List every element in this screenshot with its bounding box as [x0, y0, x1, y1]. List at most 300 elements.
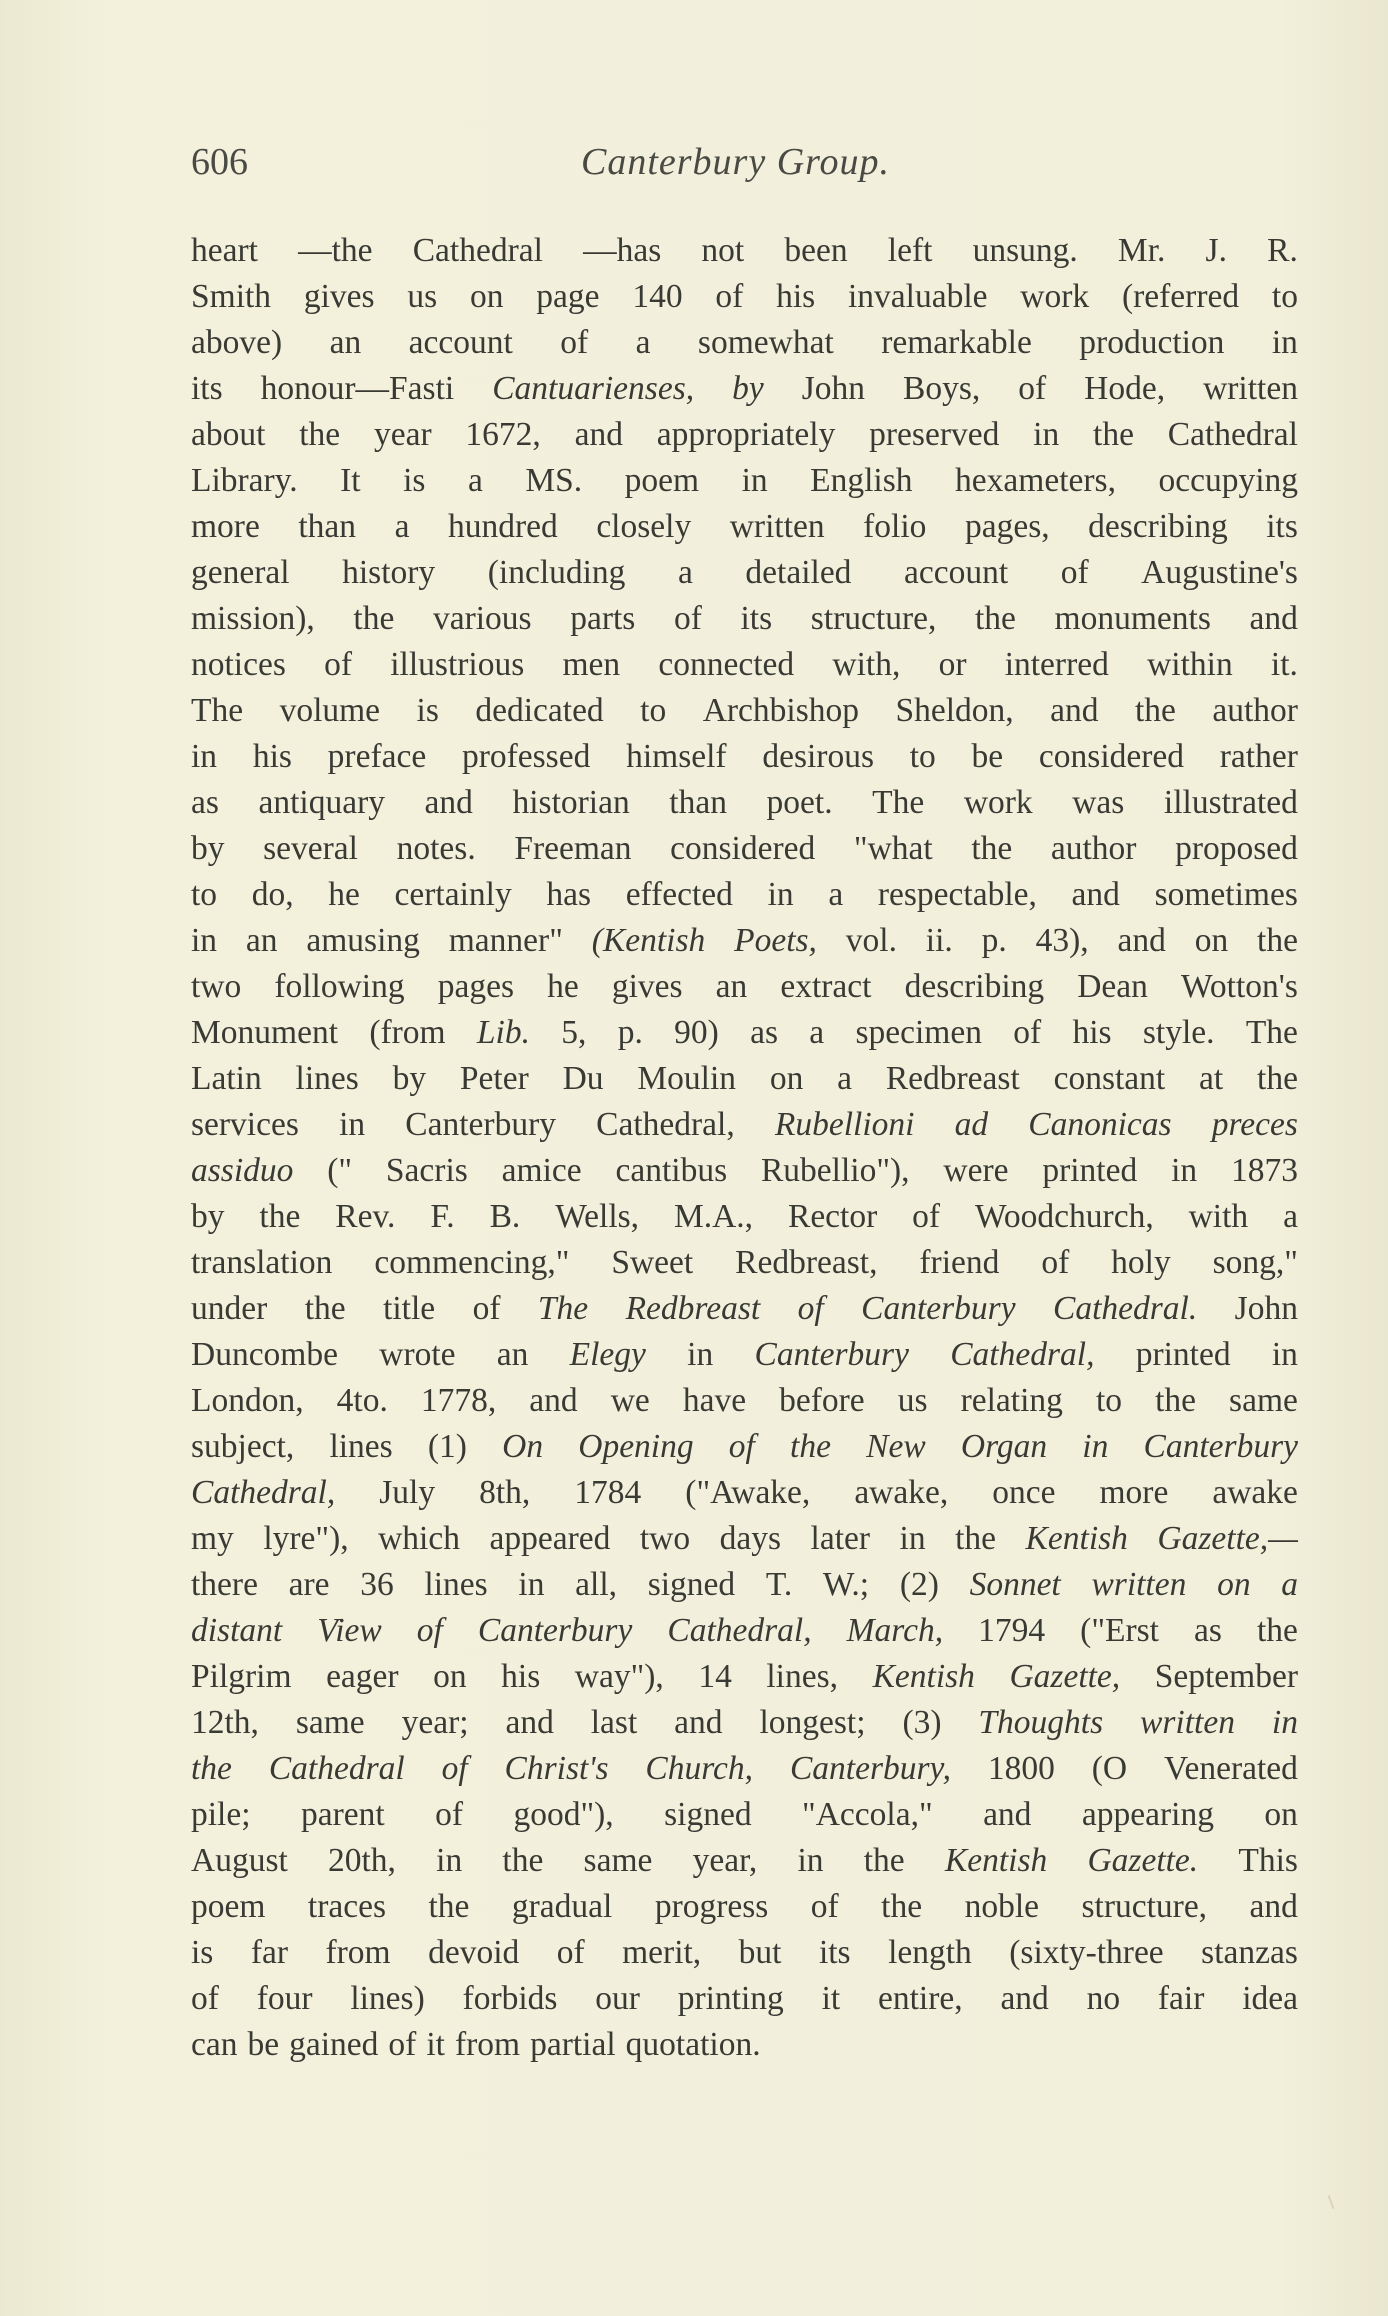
word: have: [682, 1382, 747, 1419]
word: of: [324, 646, 353, 683]
word: (including: [487, 554, 626, 591]
word: Cathedral,: [191, 1474, 336, 1511]
word: year;: [401, 1704, 469, 1741]
word: in: [1271, 1704, 1298, 1741]
word: title: [383, 1290, 436, 1327]
text-line: [191, 550, 1298, 596]
word: Elegy: [569, 1336, 646, 1373]
word: Woodchurch,: [974, 1198, 1154, 1235]
word: my: [191, 1520, 234, 1557]
word: on: [469, 278, 504, 315]
word: poem: [624, 462, 700, 499]
word: men: [562, 646, 621, 683]
word: of: [441, 1750, 468, 1787]
word: T.: [765, 1566, 793, 1603]
text-line: [191, 1332, 1298, 1378]
word: of: [191, 1980, 219, 2017]
word: lines: [295, 1060, 359, 1097]
word: (from: [369, 1014, 446, 1051]
running-head: Canterbury Group.: [581, 141, 891, 183]
text-line: [191, 872, 1298, 918]
word: preces: [1211, 1106, 1298, 1143]
text-line: [191, 1792, 1298, 1838]
word: Organ: [960, 1428, 1048, 1465]
word: and: [574, 416, 623, 453]
word: the: [1256, 1612, 1298, 1649]
text-line: [191, 596, 1298, 642]
word: ad: [954, 1106, 989, 1143]
word: left: [887, 232, 933, 269]
word: Kentish: [872, 1658, 975, 1695]
word: its: [191, 370, 223, 407]
word: written: [1203, 370, 1298, 407]
word: 8th,: [479, 1474, 531, 1511]
text-line: [191, 412, 1298, 458]
word: with: [1188, 1198, 1249, 1235]
word: to: [1271, 278, 1298, 315]
word: a: [809, 1014, 825, 1051]
word: several: [263, 830, 358, 867]
word: R.: [1267, 232, 1298, 269]
word: with,: [832, 646, 901, 683]
word: commencing,": [374, 1244, 570, 1281]
word: lines: [424, 1566, 488, 1603]
word: the: [191, 1750, 232, 1787]
word: (2): [899, 1566, 939, 1603]
word: Cathedral: [412, 232, 543, 269]
word: signed: [647, 1566, 736, 1603]
word: extract: [780, 968, 872, 1005]
text-line: [191, 2022, 1298, 2068]
word: wrote: [379, 1336, 456, 1373]
word: merit,: [622, 1934, 702, 1971]
word: printing: [677, 1980, 784, 2017]
word: amusing: [306, 922, 420, 959]
word: On: [502, 1428, 544, 1465]
text-line: [191, 1930, 1298, 1976]
word: more: [1099, 1474, 1169, 1511]
word: two: [191, 968, 242, 1005]
word: B.: [489, 1198, 521, 1235]
word: himself: [626, 738, 727, 775]
word: Thoughts: [978, 1704, 1104, 1741]
word: of: [1041, 1244, 1070, 1281]
word: his: [1072, 1014, 1112, 1051]
text-line: [191, 964, 1298, 1010]
word: in: [518, 1566, 545, 1603]
word: of: [435, 1796, 464, 1833]
word: Sheldon,: [895, 692, 1014, 729]
word: a: [394, 508, 410, 545]
word: dedicated: [475, 692, 604, 729]
word: amice: [501, 1152, 582, 1189]
word: translation: [191, 1244, 333, 1281]
word: not: [701, 232, 745, 269]
word: 14: [698, 1658, 732, 1695]
word: which: [378, 1520, 460, 1557]
word: historian: [512, 784, 630, 821]
word: Monument: [191, 1014, 339, 1051]
word: way"),: [574, 1658, 664, 1695]
word: page: [536, 278, 600, 315]
text-line: [191, 642, 1298, 688]
word: written: [1091, 1566, 1187, 1603]
word: the: [304, 1290, 346, 1327]
word: of: [388, 2026, 417, 2063]
word: in: [1271, 324, 1298, 361]
word: p.: [981, 922, 1007, 959]
word: us: [407, 278, 438, 315]
word: and: [1000, 1980, 1049, 2017]
word: general: [191, 554, 290, 591]
word: on: [433, 1658, 467, 1695]
word: is: [191, 1934, 214, 1971]
word: and: [1071, 876, 1120, 913]
word: 1873: [1230, 1152, 1298, 1189]
word: poet.: [766, 784, 833, 821]
word: August: [191, 1842, 288, 1879]
word: be: [971, 738, 1004, 775]
word: an: [329, 324, 362, 361]
word: by: [191, 830, 225, 867]
text-line: [191, 504, 1298, 550]
text-line: [191, 1470, 1298, 1516]
word: the: [1134, 692, 1176, 729]
word: (3): [902, 1704, 942, 1741]
word: in: [899, 1520, 926, 1557]
word: in: [1171, 1152, 1198, 1189]
word: last: [590, 1704, 638, 1741]
word: The: [191, 692, 244, 729]
word: of: [912, 1198, 941, 1235]
word: production: [1079, 324, 1225, 361]
text-line: [191, 1286, 1298, 1332]
word: was: [1072, 784, 1125, 821]
text-line: [191, 366, 1298, 412]
word: a: [467, 462, 483, 499]
word: desirous: [762, 738, 874, 775]
word: the: [1093, 416, 1134, 453]
word: Rubellio"),: [760, 1152, 910, 1189]
word: song,": [1212, 1244, 1298, 1281]
word: Canterbury: [405, 1106, 556, 1143]
word: subject,: [191, 1428, 295, 1465]
word: work: [963, 784, 1033, 821]
word: us: [897, 1382, 928, 1419]
word: quotation.: [625, 2026, 761, 2063]
word: folio: [863, 508, 927, 545]
word: occupying: [1158, 462, 1298, 499]
paper-speck: [1328, 2195, 1335, 2209]
word: longest;: [759, 1704, 866, 1741]
word: respectable,: [877, 876, 1037, 913]
word: a: [1283, 1198, 1298, 1235]
word: 1778,: [420, 1382, 497, 1419]
word: Freeman: [514, 830, 632, 867]
word: appropriately: [656, 416, 836, 453]
word: all,: [575, 1566, 617, 1603]
word: of: [560, 324, 589, 361]
word: or: [938, 646, 967, 683]
word: and: [1249, 600, 1298, 637]
word: its: [818, 1934, 851, 1971]
word: (1): [427, 1428, 467, 1465]
text-line: [191, 320, 1298, 366]
word: of: [1018, 370, 1047, 407]
word: closely: [596, 508, 692, 545]
word: the: [881, 1888, 923, 1925]
word: assiduo: [191, 1152, 294, 1189]
word: proposed: [1175, 830, 1298, 867]
word: a: [635, 324, 651, 361]
word: This: [1238, 1842, 1298, 1879]
word: describing: [1088, 508, 1228, 545]
word: pages: [437, 968, 514, 1005]
word: Cathedral.: [1052, 1290, 1198, 1327]
word: Wotton's: [1181, 968, 1298, 1005]
word: in: [797, 1842, 824, 1879]
word: author: [1050, 830, 1137, 867]
word: Redbreast: [625, 1290, 761, 1327]
word: F.: [430, 1198, 455, 1235]
word: partial: [530, 2026, 616, 2063]
text-line: [191, 734, 1298, 780]
word: p.: [617, 1014, 643, 1051]
word: Lib.: [476, 1014, 530, 1051]
word: signed: [664, 1796, 752, 1833]
word: ii.: [925, 922, 953, 959]
word: Dean: [1077, 968, 1148, 1005]
word: above): [191, 324, 283, 361]
word: of: [416, 1612, 443, 1649]
word: considered: [1038, 738, 1185, 775]
word: Redbreast: [885, 1060, 1020, 1097]
word: Kentish: [944, 1842, 1048, 1879]
word: by: [392, 1060, 427, 1097]
word: Du: [562, 1060, 604, 1097]
word: in: [191, 738, 218, 775]
word: relating: [960, 1382, 1063, 1419]
word: Redbreast,: [735, 1244, 878, 1281]
word: connected: [658, 646, 795, 683]
word: the: [1257, 922, 1298, 959]
word: unsung.: [972, 232, 1078, 269]
word: John: [1234, 1290, 1298, 1327]
word: —the: [298, 232, 373, 269]
word: vol.: [845, 922, 897, 959]
word: year,: [692, 1842, 758, 1879]
word: hexameters,: [955, 462, 1116, 499]
word: are: [288, 1566, 330, 1603]
text-line: [191, 826, 1298, 872]
word: been: [784, 232, 848, 269]
word: 1800: [987, 1750, 1055, 1787]
word: fair: [1157, 1980, 1205, 2017]
word: the: [428, 1888, 470, 1925]
word: notices: [191, 646, 286, 683]
word: Opening: [578, 1428, 694, 1465]
word: 4to.: [336, 1382, 388, 1419]
word: his: [776, 278, 816, 315]
word: printed: [1042, 1152, 1138, 1189]
word: distant: [191, 1612, 283, 1649]
word: sometimes: [1154, 876, 1298, 913]
word: remarkable: [881, 324, 1032, 361]
word: by: [191, 1198, 225, 1235]
word: preface: [327, 738, 427, 775]
word: Cantuarienses,: [492, 370, 695, 407]
word: at: [1199, 1060, 1224, 1097]
word: lines,: [766, 1658, 839, 1695]
text-line: [191, 1102, 1298, 1148]
word: certainly: [394, 876, 512, 913]
word: a: [677, 554, 693, 591]
word: the: [974, 600, 1016, 637]
word: Rector: [787, 1198, 878, 1235]
word: be: [247, 2026, 280, 2063]
word: —has: [583, 232, 662, 269]
word: Moulin: [637, 1060, 736, 1097]
word: in: [687, 1336, 714, 1373]
word: describing: [904, 968, 1045, 1005]
word: constant: [1053, 1060, 1166, 1097]
word: Rubellioni: [774, 1106, 915, 1143]
word: 140: [632, 278, 683, 315]
word: in: [191, 922, 218, 959]
word: do,: [251, 876, 294, 913]
text-line: [191, 1976, 1298, 2022]
word: it: [426, 2026, 445, 2063]
word: the: [863, 1842, 905, 1879]
word: but: [738, 1934, 782, 1971]
word: New: [866, 1428, 926, 1465]
word: on: [1264, 1796, 1298, 1833]
word: his: [252, 738, 292, 775]
word: Rev.: [335, 1198, 396, 1235]
word: idea: [1242, 1980, 1298, 2017]
word: cantibus: [615, 1152, 728, 1189]
word: in: [767, 876, 794, 913]
word: Duncombe: [191, 1336, 338, 1373]
body-text: [191, 228, 1298, 2068]
word: (sixty-three: [1009, 1934, 1164, 1971]
word: a: [1281, 1566, 1298, 1603]
word: it.: [1270, 646, 1298, 683]
word: in: [1082, 1428, 1109, 1465]
word: of: [797, 1290, 824, 1327]
word: written: [1140, 1704, 1235, 1741]
word: English: [810, 462, 913, 499]
word: Boys,: [903, 370, 981, 407]
word: Smith: [191, 278, 272, 315]
word: Archbishop: [702, 692, 859, 729]
word: devoid: [428, 1934, 520, 1971]
word: View: [317, 1612, 382, 1649]
word: can: [191, 2026, 238, 2063]
word: the: [259, 1198, 301, 1235]
word: four: [256, 1980, 313, 2017]
word: an: [496, 1336, 529, 1373]
word: Library.: [191, 462, 298, 499]
word: parts: [570, 600, 636, 637]
word: March,: [846, 1612, 944, 1649]
word: 1794: [978, 1612, 1046, 1649]
word: appearing: [1081, 1796, 1214, 1833]
word: progress: [654, 1888, 769, 1925]
word: The: [872, 784, 925, 821]
word: the: [502, 1842, 544, 1879]
word: as: [191, 784, 219, 821]
word: to: [909, 738, 936, 775]
word: and: [1050, 692, 1099, 729]
word: Canterbury: [477, 1612, 633, 1649]
word: structure,: [1081, 1888, 1208, 1925]
word: Christ's: [504, 1750, 609, 1787]
text-line: [191, 688, 1298, 734]
word: Cathedral,: [950, 1336, 1095, 1373]
word: somewhat: [697, 324, 834, 361]
word: year: [373, 416, 432, 453]
word: as: [750, 1014, 778, 1051]
word: and: [674, 1704, 723, 1741]
text-line: [191, 1746, 1298, 1792]
word: written: [729, 508, 825, 545]
word: structure,: [810, 600, 937, 637]
word: Cathedral: [1167, 416, 1298, 453]
word: is: [403, 462, 426, 499]
word: July: [379, 1474, 436, 1511]
word: more: [191, 508, 260, 545]
word: of: [728, 1428, 755, 1465]
word: pages,: [964, 508, 1050, 545]
word: Canonicas: [1028, 1106, 1172, 1143]
word: and: [424, 784, 473, 821]
word: illustrious: [390, 646, 525, 683]
word: its: [1266, 508, 1298, 545]
word: 36: [360, 1566, 394, 1603]
word: Gazette,: [1009, 1658, 1121, 1695]
word: Kentish: [1025, 1520, 1128, 1557]
word: parent: [300, 1796, 385, 1833]
word: it: [821, 1980, 841, 2017]
word: to: [640, 692, 667, 729]
word: rather: [1219, 738, 1298, 775]
word: awake: [1212, 1474, 1298, 1511]
word: later: [810, 1520, 871, 1557]
text-line: [191, 1010, 1298, 1056]
word: hundred: [448, 508, 558, 545]
word: Peter: [459, 1060, 529, 1097]
word: gradual: [511, 1888, 613, 1925]
word: same: [295, 1704, 365, 1741]
word: two: [639, 1520, 691, 1557]
word: Cathedral,: [596, 1106, 735, 1143]
word: Canterbury: [754, 1336, 909, 1373]
word: and: [1117, 922, 1166, 959]
word: no: [1086, 1980, 1121, 2017]
word: Pilgrim: [191, 1658, 292, 1695]
word: in: [1271, 1336, 1298, 1373]
word: than: [669, 784, 727, 821]
word: the: [299, 416, 341, 453]
word: services: [191, 1106, 299, 1143]
word: our: [595, 1980, 640, 2017]
word: account: [903, 554, 1009, 591]
word: to: [1095, 1382, 1123, 1419]
word: monuments: [1054, 600, 1211, 637]
word: The: [1245, 1014, 1298, 1051]
word: 20th,: [328, 1842, 396, 1879]
